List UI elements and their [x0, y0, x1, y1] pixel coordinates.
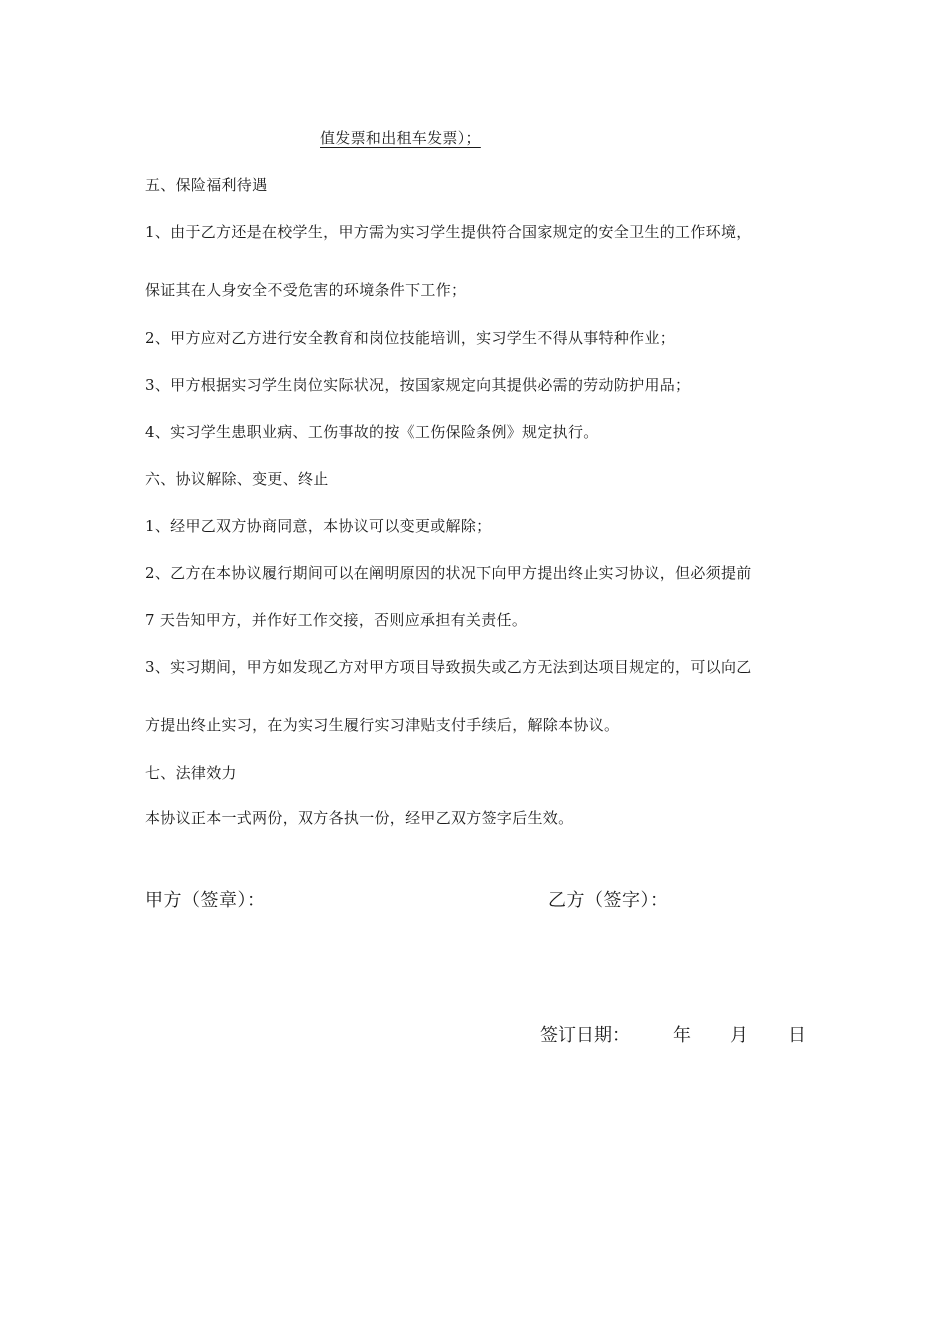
section6-item1: 1、经甲乙双方协商同意，本协议可以变更或解除；	[145, 517, 492, 535]
section5-item1-line2: 保证其在人身安全不受危害的环境条件下工作；	[145, 281, 467, 299]
section5-heading: 五、保险福利待遇	[145, 176, 268, 194]
section7-body: 本协议正本一式两份，双方各执一份，经甲乙双方签字后生效。	[145, 809, 574, 827]
section5-item1-line1: 1、由于乙方还是在校学生，甲方需为实习学生提供符合国家规定的安全卫生的工作环境，	[145, 223, 752, 241]
section7-heading: 七、法律效力	[145, 764, 237, 782]
signing-date-label: 签订日期：	[540, 1025, 630, 1046]
section6-item3-line2: 方提出终止实习，在为实习生履行实习津贴支付手续后，解除本协议。	[145, 716, 620, 734]
section6-heading: 六、协议解除、变更、终止	[145, 470, 329, 488]
section5-item2: 2、甲方应对乙方进行安全教育和岗位技能培训，实习学生不得从事特种作业；	[145, 329, 676, 347]
section5-item3: 3、甲方根据实习学生岗位实际状况，按国家规定向其提供必需的劳动防护用品；	[145, 376, 691, 394]
date-day: 日	[788, 1025, 806, 1046]
date-month: 月	[730, 1025, 748, 1046]
date-year: 年	[673, 1025, 691, 1046]
section6-item2-line1: 2、乙方在本协议履行期间可以在阐明原因的状况下向甲方提出终止实习协议，但必须提前	[145, 564, 752, 582]
continuation-line: 值发票和出租车发票）；	[320, 129, 481, 147]
party-b-signature-label: 乙方（签字）：	[548, 890, 669, 911]
section6-item2-line2: 7 天告知甲方，并作好工作交接，否则应承担有关责任。	[145, 611, 528, 629]
party-a-signature-label: 甲方（签章）：	[145, 890, 266, 911]
section5-item4: 4、实习学生患职业病、工伤事故的按《工伤保险条例》规定执行。	[145, 423, 599, 441]
section6-item3-line1: 3、实习期间，甲方如发现乙方对甲方项目导致损失或乙方无法到达项目规定的，可以向乙	[145, 658, 752, 676]
